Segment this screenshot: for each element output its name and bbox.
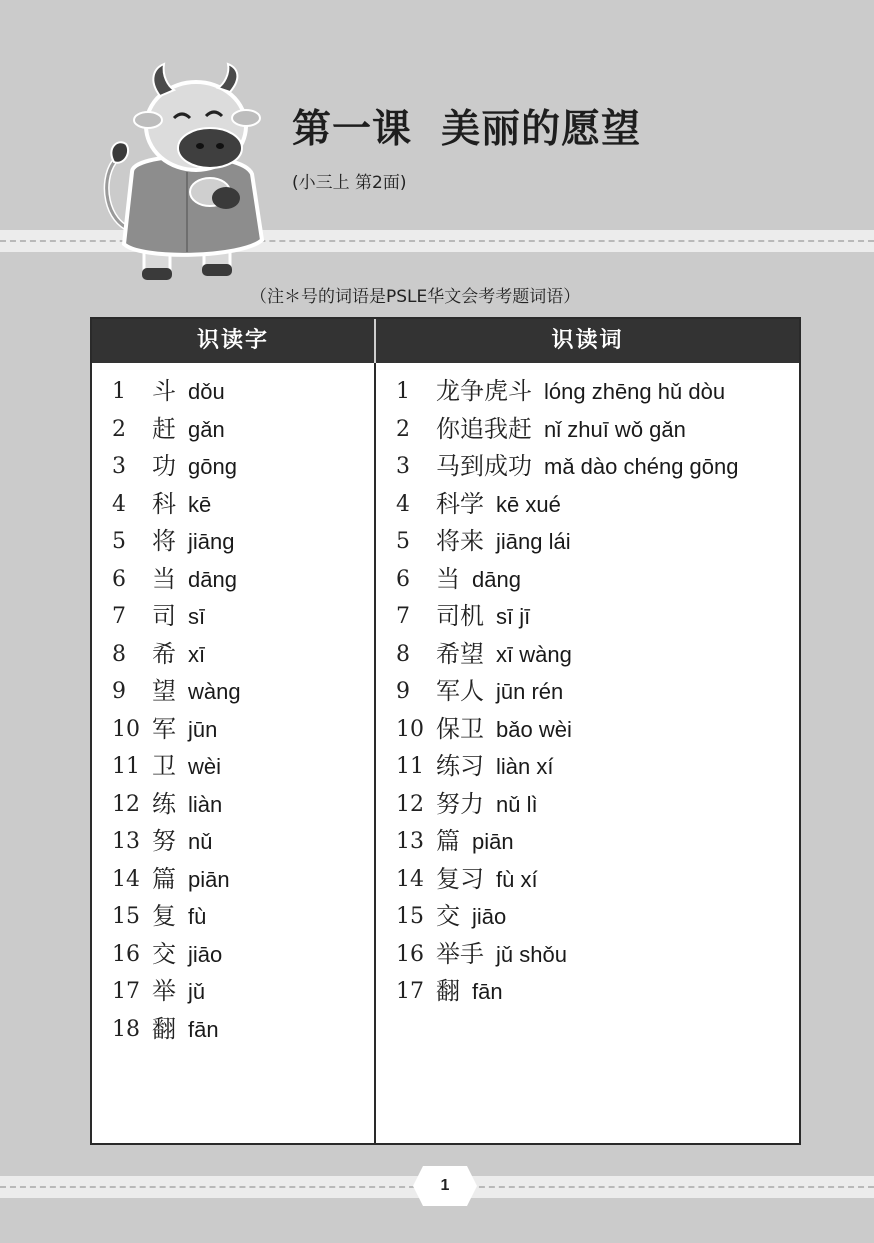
hanzi-word: 努力 bbox=[436, 789, 484, 818]
pinyin: dāng bbox=[188, 566, 237, 592]
row-number: 4 bbox=[396, 491, 410, 517]
row-number: 14 bbox=[396, 866, 424, 892]
character-row bbox=[112, 486, 241, 524]
row-number: 11 bbox=[112, 754, 140, 779]
word-row bbox=[396, 636, 739, 674]
hanzi-character: 努 bbox=[152, 827, 176, 855]
hanzi-character: 当 bbox=[152, 564, 176, 593]
row-number: 3 bbox=[112, 454, 126, 479]
page-subtitle: (小三上 第2面) bbox=[292, 173, 407, 193]
hanzi-character: 军 bbox=[152, 714, 176, 743]
row-number: 5 bbox=[396, 529, 410, 554]
row-number: 15 bbox=[396, 904, 424, 929]
character-row bbox=[112, 973, 241, 1011]
character-list bbox=[112, 373, 241, 1048]
pinyin: nǔ lì bbox=[496, 791, 538, 817]
row-number: 13 bbox=[396, 829, 424, 854]
word-row bbox=[396, 898, 739, 936]
pinyin: liàn xí bbox=[496, 754, 554, 779]
pinyin: xī bbox=[188, 641, 206, 667]
row-number: 12 bbox=[396, 791, 424, 817]
vocabulary-table bbox=[90, 317, 801, 1145]
hanzi-character: 赶 bbox=[152, 414, 176, 443]
pinyin: jiāng lái bbox=[496, 529, 571, 554]
hanzi-character: 希 bbox=[152, 639, 176, 668]
word-row bbox=[396, 561, 739, 599]
word-row bbox=[396, 373, 739, 411]
row-number: 7 bbox=[112, 604, 126, 629]
character-row bbox=[112, 1011, 241, 1049]
hanzi-character: 翻 bbox=[152, 1014, 176, 1043]
pinyin: dǒu bbox=[188, 379, 225, 404]
column-divider bbox=[374, 319, 376, 1143]
row-number: 17 bbox=[396, 979, 424, 1004]
pinyin: nǔ bbox=[188, 829, 213, 854]
cartoon-ox-mascot-icon bbox=[92, 62, 282, 292]
pinyin: wàng bbox=[188, 679, 241, 704]
pinyin: piān bbox=[472, 829, 514, 854]
pinyin: gǎn bbox=[188, 416, 225, 442]
pinyin: fù bbox=[188, 904, 207, 929]
pinyin: sī bbox=[188, 604, 206, 629]
hanzi-character: 功 bbox=[152, 452, 176, 480]
hanzi-word: 科学 bbox=[436, 489, 484, 518]
left-column-header: 识读字 bbox=[92, 319, 374, 363]
pinyin: jiāo bbox=[472, 904, 507, 929]
hanzi-character: 望 bbox=[152, 677, 176, 705]
hanzi-word: 将来 bbox=[436, 527, 484, 555]
character-row bbox=[112, 823, 241, 861]
hanzi-word: 翻 bbox=[436, 977, 460, 1005]
hanzi-character: 篇 bbox=[152, 864, 176, 893]
hanzi-word: 司机 bbox=[436, 602, 484, 630]
row-number: 9 bbox=[112, 679, 126, 704]
row-number: 15 bbox=[112, 904, 140, 929]
row-number: 16 bbox=[396, 941, 424, 967]
hanzi-word: 希望 bbox=[436, 639, 484, 668]
pinyin: wèi bbox=[188, 754, 222, 779]
right-column-header: 识读词 bbox=[376, 319, 799, 363]
row-number: 4 bbox=[112, 491, 126, 517]
word-row bbox=[396, 448, 739, 486]
pinyin: fān bbox=[472, 979, 503, 1004]
word-row bbox=[396, 936, 739, 974]
hanzi-character: 练 bbox=[152, 789, 176, 818]
hanzi-word: 举手 bbox=[436, 939, 484, 968]
word-row bbox=[396, 411, 739, 449]
hanzi-character: 司 bbox=[152, 602, 176, 630]
row-number: 12 bbox=[112, 791, 140, 817]
hanzi-word: 龙争虎斗 bbox=[436, 377, 532, 405]
character-row bbox=[112, 748, 241, 786]
word-list bbox=[396, 373, 739, 1011]
word-row bbox=[396, 861, 739, 899]
page-title: 第一课 美丽的愿望 bbox=[292, 107, 642, 152]
character-row bbox=[112, 711, 241, 749]
page-number: 1 bbox=[440, 1177, 450, 1194]
pinyin: piān bbox=[188, 866, 230, 892]
pinyin: nǐ zhuī wǒ gǎn bbox=[544, 416, 686, 442]
row-number: 2 bbox=[396, 416, 410, 442]
pinyin: fù xí bbox=[496, 866, 538, 892]
pinyin: jǔ bbox=[188, 979, 206, 1004]
word-row bbox=[396, 823, 739, 861]
pinyin: jiāo bbox=[188, 941, 223, 967]
character-row bbox=[112, 411, 241, 449]
row-number: 9 bbox=[396, 679, 410, 704]
row-number: 14 bbox=[112, 866, 140, 892]
note-text: （注＊号的词语是PSLE华文会考考题词语） bbox=[250, 287, 581, 307]
row-number: 5 bbox=[112, 529, 126, 554]
pinyin: jǔ shǒu bbox=[496, 941, 567, 967]
pinyin: dāng bbox=[472, 566, 521, 592]
row-number: 6 bbox=[112, 566, 126, 592]
row-number: 13 bbox=[112, 829, 140, 854]
word-row bbox=[396, 973, 739, 1011]
hanzi-character: 交 bbox=[152, 939, 176, 968]
character-row bbox=[112, 448, 241, 486]
pinyin: bǎo wèi bbox=[496, 716, 572, 742]
word-row bbox=[396, 711, 739, 749]
hanzi-character: 卫 bbox=[152, 752, 176, 780]
pinyin: lóng zhēng hǔ dòu bbox=[544, 379, 726, 404]
row-number: 1 bbox=[112, 379, 126, 404]
character-row bbox=[112, 936, 241, 974]
pinyin: xī wàng bbox=[496, 641, 572, 667]
row-number: 18 bbox=[112, 1016, 140, 1042]
hanzi-word: 当 bbox=[436, 564, 460, 593]
row-number: 2 bbox=[112, 416, 126, 442]
row-number: 8 bbox=[396, 641, 410, 667]
word-row bbox=[396, 673, 739, 711]
hanzi-word: 复习 bbox=[436, 864, 484, 893]
hanzi-character: 斗 bbox=[152, 377, 176, 405]
hanzi-character: 复 bbox=[152, 902, 176, 930]
hanzi-word: 交 bbox=[436, 902, 460, 930]
pinyin: kē xué bbox=[496, 491, 561, 517]
character-row bbox=[112, 523, 241, 561]
row-number: 1 bbox=[396, 379, 410, 404]
word-row bbox=[396, 786, 739, 824]
hanzi-character: 举 bbox=[152, 977, 176, 1005]
hanzi-character: 科 bbox=[152, 489, 176, 518]
character-row bbox=[112, 861, 241, 899]
word-row bbox=[396, 598, 739, 636]
word-row bbox=[396, 748, 739, 786]
row-number: 7 bbox=[396, 604, 410, 629]
character-row bbox=[112, 898, 241, 936]
word-row bbox=[396, 523, 739, 561]
character-row bbox=[112, 561, 241, 599]
row-number: 6 bbox=[396, 566, 410, 592]
row-number: 16 bbox=[112, 941, 140, 967]
hanzi-character: 将 bbox=[152, 527, 176, 555]
hanzi-word: 保卫 bbox=[436, 714, 484, 743]
hanzi-word: 军人 bbox=[436, 677, 484, 705]
pinyin: jiāng bbox=[188, 529, 235, 554]
row-number: 17 bbox=[112, 979, 140, 1004]
pinyin: jūn rén bbox=[496, 679, 564, 704]
hanzi-word: 你追我赶 bbox=[436, 414, 532, 443]
row-number: 3 bbox=[396, 454, 410, 479]
row-number: 10 bbox=[112, 716, 140, 742]
hanzi-word: 练习 bbox=[436, 752, 484, 780]
word-row bbox=[396, 486, 739, 524]
pinyin: fān bbox=[188, 1016, 219, 1042]
row-number: 10 bbox=[396, 716, 424, 742]
hanzi-word: 篇 bbox=[436, 827, 460, 855]
row-number: 11 bbox=[396, 754, 424, 779]
pinyin: kē bbox=[188, 491, 212, 517]
character-row bbox=[112, 373, 241, 411]
character-row bbox=[112, 598, 241, 636]
character-row bbox=[112, 786, 241, 824]
character-row bbox=[112, 673, 241, 711]
pinyin: gōng bbox=[188, 454, 237, 479]
pinyin: sī jī bbox=[496, 604, 531, 629]
hanzi-word: 马到成功 bbox=[436, 452, 532, 480]
row-number: 8 bbox=[112, 641, 126, 667]
character-row bbox=[112, 636, 241, 674]
pinyin: mǎ dào chéng gōng bbox=[544, 454, 739, 479]
pinyin: liàn bbox=[188, 791, 223, 817]
pinyin: jūn bbox=[188, 716, 218, 742]
